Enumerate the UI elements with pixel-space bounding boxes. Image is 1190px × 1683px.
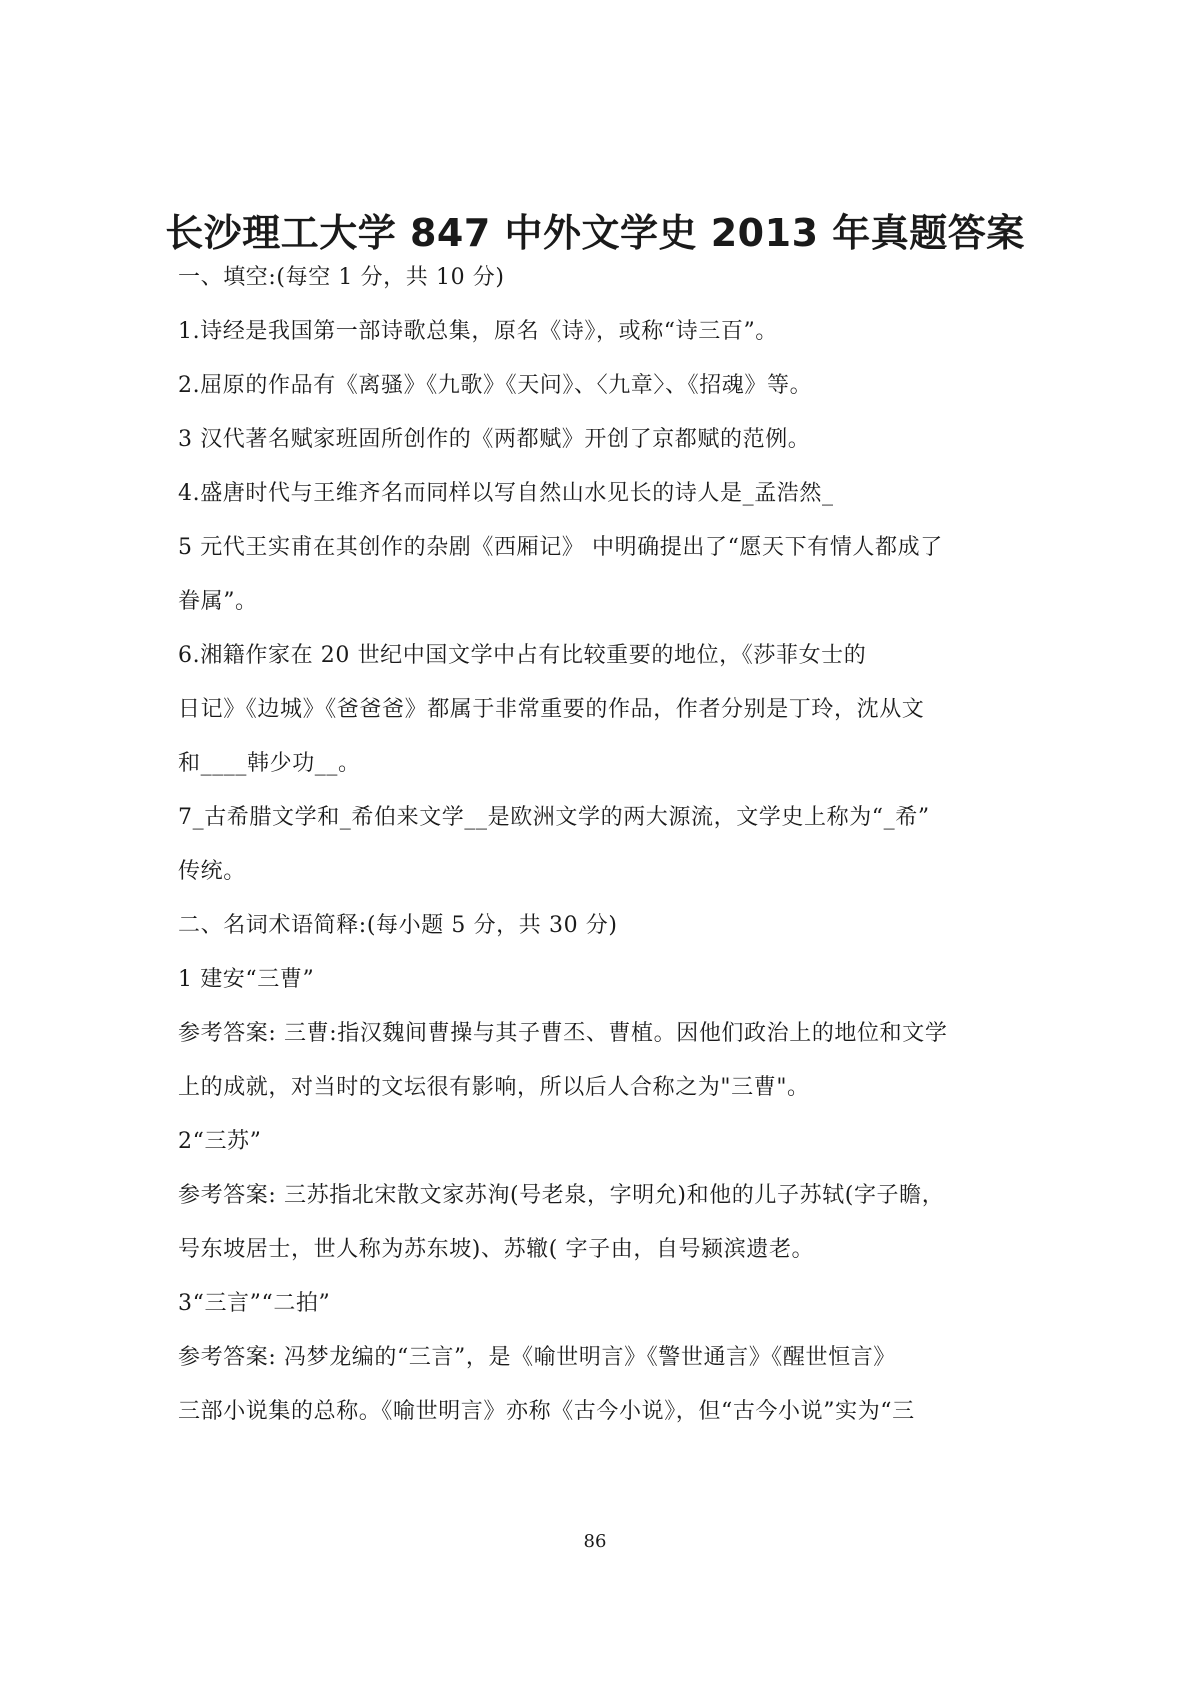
text-line: 2“三苏” [178,1129,262,1154]
text-line: 6.湘籍作家在 20 世纪中国文学中占有比较重要的地位，《莎菲女士的 [178,643,867,668]
text-line: 号东坡居士，世人称为苏东坡)、苏辙( 字子由，自号颍滨遗老。 [178,1237,815,1262]
text-line: 3 汉代著名赋家班固所创作的《两都赋》开创了京都赋的范例。 [178,427,811,452]
section-heading-fill-blank: 一、填空:(每空 1 分，共 10 分) [178,265,505,290]
text-line: 2.屈原的作品有《离骚》《九歌》《天问》、〈九章〉、《招魂》等。 [178,373,813,398]
text-line: 参考答案: 三苏指北宋散文家苏洵(号老泉，字明允)和他的儿子苏轼(字子瞻， [178,1183,945,1208]
text-line: 三部小说集的总称。《喻世明言》亦称《古今小说》，但“古今小说”实为“三 [178,1399,915,1424]
text-line: 4.盛唐时代与王维齐名而同样以写自然山水见长的诗人是_孟浩然_ [178,481,834,506]
section-heading-terms: 二、名词术语简释:(每小题 5 分，共 30 分) [178,913,618,938]
document-title: 长沙理工大学 847 中外文学史 2013 年真题答案 [165,211,1025,255]
text-line: 1.诗经是我国第一部诗歌总集，原名《诗》，或称“诗三百”。 [178,319,778,344]
text-line: 传统。 [178,859,246,884]
page-number: 86 [583,1531,607,1552]
text-line: 7_古希腊文学和_希伯来文学__是欧洲文学的两大源流，文学史上称为“_希” [178,805,930,830]
text-line: 眷属”。 [178,589,258,614]
text-line: 参考答案: 冯梦龙编的“三言”，是《喻世明言》《警世通言》《醒世恒言》 [178,1345,896,1370]
text-line: 上的成就，对当时的文坛很有影响，所以后人合称之为"三曹"。 [178,1075,810,1100]
text-line: 3“三言”“二拍” [178,1291,331,1316]
text-line: 参考答案: 三曹:指汉魏间曹操与其子曹丕、曹植。因他们政治上的地位和文学 [178,1021,948,1046]
text-line: 日记》《边城》《爸爸爸》都属于非常重要的作品，作者分别是丁玲，沈从文 [178,697,925,722]
text-line: 1 建安“三曹” [178,967,315,992]
text-line: 5 元代王实甫在其创作的杂剧《西厢记》 中明确提出了“愿天下有情人都成了 [178,535,943,560]
text-line: 和____韩少功__。 [178,751,361,776]
